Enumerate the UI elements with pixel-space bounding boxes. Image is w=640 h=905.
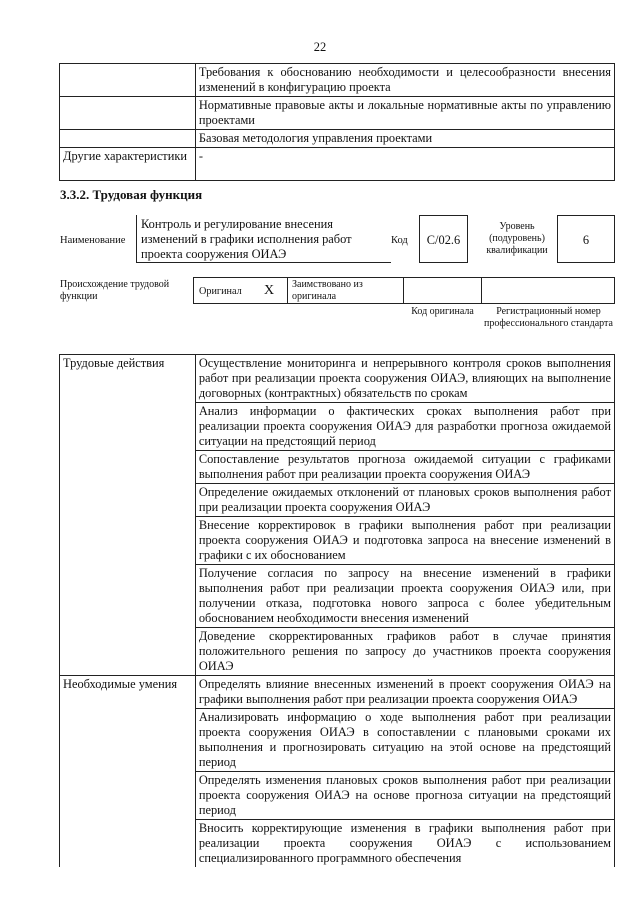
table-row: [60, 64, 615, 97]
table-cell: Базовая методология управления проектами: [195, 130, 614, 148]
code-original-caption: Код оригинала: [411, 306, 474, 317]
function-name-box-left: [136, 215, 137, 263]
labor-actions-label: Трудовые действия: [60, 355, 196, 676]
original-mark: X: [264, 283, 275, 298]
table-cell: Определять влияние внесенных изменений в проект сооружения ОИАЭ на графики выполнения работ при реализации проекта сооружения ОИАЭ: [195, 676, 614, 709]
table-row: [60, 148, 615, 181]
level-value: 6: [557, 215, 615, 263]
origin-label: Происхождение трудовой функции: [60, 279, 170, 302]
reg-number-caption: Регистрационный номер профессионального стандарта: [484, 306, 613, 329]
table-cell: Определение ожидаемых отклонений от плановых сроков выполнения работ при реализации проекта сооружения ОИАЭ: [195, 484, 614, 517]
table-cell: Доведение скорректированных графиков работ в случае принятия положительного решения по запросу до участников проекта сооружения ОИАЭ: [195, 628, 614, 676]
origin-boxes: [193, 277, 615, 304]
table-cell-label: [60, 97, 196, 130]
table-cell: -: [195, 148, 614, 181]
code-value: C/02.6: [419, 215, 468, 263]
table-cell: Требования к обоснованию необходимости и целесообразности внесения изменений в конфигурацию проекта: [195, 64, 614, 97]
table-cell: Анализ информации о фактических сроках выполнения работ при реализации проекта сооружения ОИАЭ для разработки прогноза ожидаемой ситуации на предстоящий период: [195, 403, 614, 451]
name-label: Наименование: [60, 235, 126, 246]
table-cell: Получение согласия по запросу на внесение изменений в графики выполнения работ при реализации проекта сооружения ОИАЭ или, при получении отказа, подготовка нового запроса с более убедительным обоснованием необходимости внесения изменений: [195, 565, 614, 628]
level-label: Уровень (подуровень) квалификации: [486, 221, 548, 256]
borrowed-label: Заимствовано из оригинала: [292, 279, 363, 302]
section-heading: 3.3.2. Трудовая функция: [60, 187, 203, 202]
table-cell: Сопоставление результатов прогноза ожидаемой ситуации с графиками выполнения работ при реализации проекта сооружения ОИАЭ: [195, 451, 614, 484]
table-cell: Нормативные правовые акты и локальные нормативные акты по управлению проектами: [195, 97, 614, 130]
other-characteristics-label: Другие характеристики: [60, 148, 196, 181]
top-table: [59, 63, 615, 181]
table-row: [60, 676, 615, 709]
table-cell: Осуществление мониторинга и непрерывного контроля сроков выполнения работ при реализации проекта сооружения ОИАЭ, влияющих на выполнение договорных (контрактных) обязательств по срокам: [195, 355, 614, 403]
code-label: Код: [391, 235, 408, 246]
table-cell-label: [60, 64, 196, 97]
required-skills-label: Необходимые умения: [60, 676, 196, 868]
original-label: Оригинал: [199, 286, 242, 297]
main-table: [59, 354, 615, 867]
table-cell: Определять изменения плановых сроков выполнения работ при реализации проекта сооружения ОИАЭ на основе прогноза ситуации на предстоящий период: [195, 772, 614, 820]
table-cell: Внесение корректировок в графики выполнения работ при реализации проекта сооружения ОИАЭ и подготовка запроса на внесение изменений в графики с их обоснованием: [195, 517, 614, 565]
function-name-value: Контроль и регулирование внесения изменений в графики исполнения работ проекта сооружения ОИАЭ: [136, 215, 391, 263]
table-cell-label: [60, 130, 196, 148]
table-cell: Анализировать информацию о ходе выполнения работ при реализации проекта сооружения ОИАЭ в сопоставлении с плановыми сроками их выполнения и прогнозировать ситуацию на этой основе на предстоящий период: [195, 709, 614, 772]
origin-divider: [481, 277, 482, 304]
origin-divider: [287, 277, 288, 304]
page-number: 22: [313, 40, 327, 54]
table-row: [60, 130, 615, 148]
table-row: [60, 355, 615, 403]
table-row: [60, 97, 615, 130]
origin-divider: [403, 277, 404, 304]
table-cell: Вносить корректирующие изменения в графики выполнения работ при реализации проекта сооружения ОИАЭ с использованием специализированного программного обеспечения: [195, 820, 614, 868]
